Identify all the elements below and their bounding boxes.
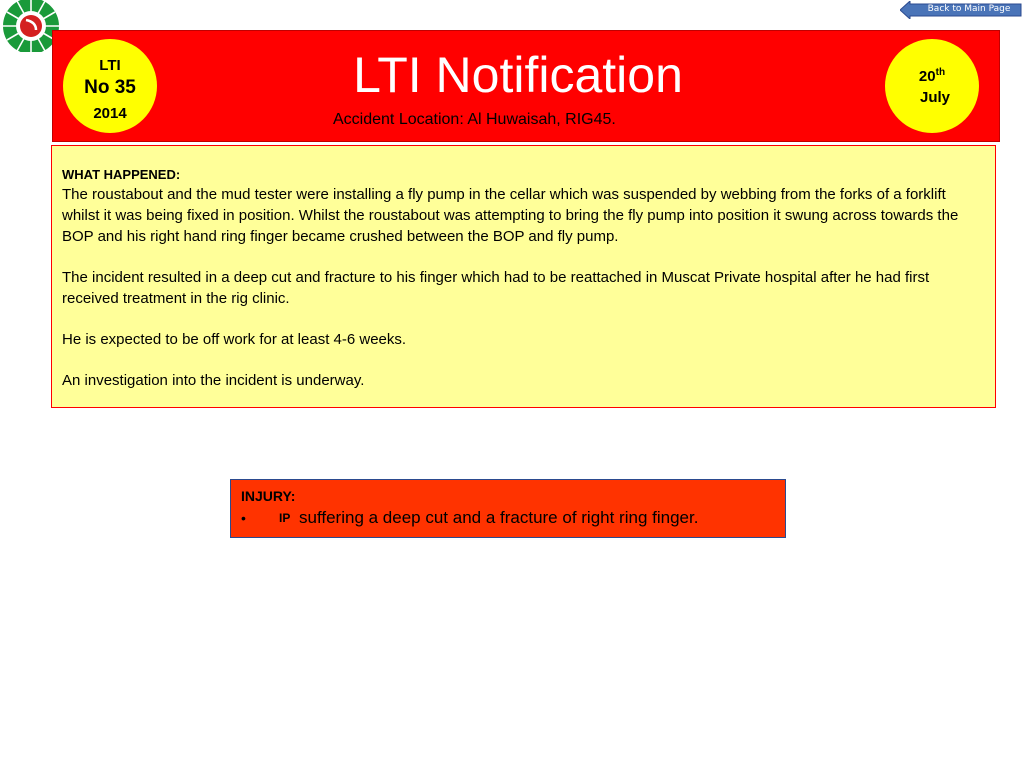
what-happened-paragraph: The roustabout and the mud tester were installing a fly pump in the cellar which was suspended by webbing from the forks of a forklift whilst it was being fixed in position. Whilst the roustabout was attempting to bring the fly pump into position it swung across towards the BOP and his right hand ring finger became crushed between the BOP and fly pump. <box>62 186 959 245</box>
injury-heading: INJURY: <box>241 488 296 504</box>
page-title: LTI Notification <box>353 47 683 103</box>
injury-panel <box>230 479 786 538</box>
what-happened-paragraph: The incident resulted in a deep cut and fracture to his finger which had to be reattached in Muscat Private hospital after he had first received treatment in the rig clinic. <box>62 269 930 307</box>
back-to-main-page-button[interactable] <box>900 1 1022 19</box>
bullet-icon: • <box>241 510 246 526</box>
injury-item <box>241 507 775 529</box>
what-happened-paragraph: An investigation into the incident is underway. <box>62 372 365 389</box>
location-value: Al Huwaisah, RIG45. <box>463 111 616 128</box>
back-button-label: Back to Main Page <box>927 4 1011 14</box>
accident-location <box>333 111 616 129</box>
date-day-suffix: th <box>935 67 946 78</box>
lti-number-badge <box>63 39 157 133</box>
date-month: July <box>919 89 950 106</box>
what-happened-heading: WHAT HAPPENED: <box>62 167 181 182</box>
title-banner <box>52 30 1000 142</box>
what-happened-paragraph: He is expected to be off work for at least 4-6 weeks. <box>62 331 407 348</box>
badge-year: 2014 <box>93 105 127 122</box>
badge-label: LTI <box>99 57 121 74</box>
injury-prefix: IP <box>279 511 291 525</box>
location-separator: : <box>459 111 464 128</box>
what-happened-panel <box>51 145 996 408</box>
date-day-number: 20 <box>918 68 936 85</box>
date-day <box>885 67 979 85</box>
date-badge <box>885 39 979 133</box>
injury-description: suffering a deep cut and a fracture of right ring finger. <box>299 508 699 527</box>
badge-number: No 35 <box>84 77 136 98</box>
location-label: Accident Location <box>333 111 460 128</box>
